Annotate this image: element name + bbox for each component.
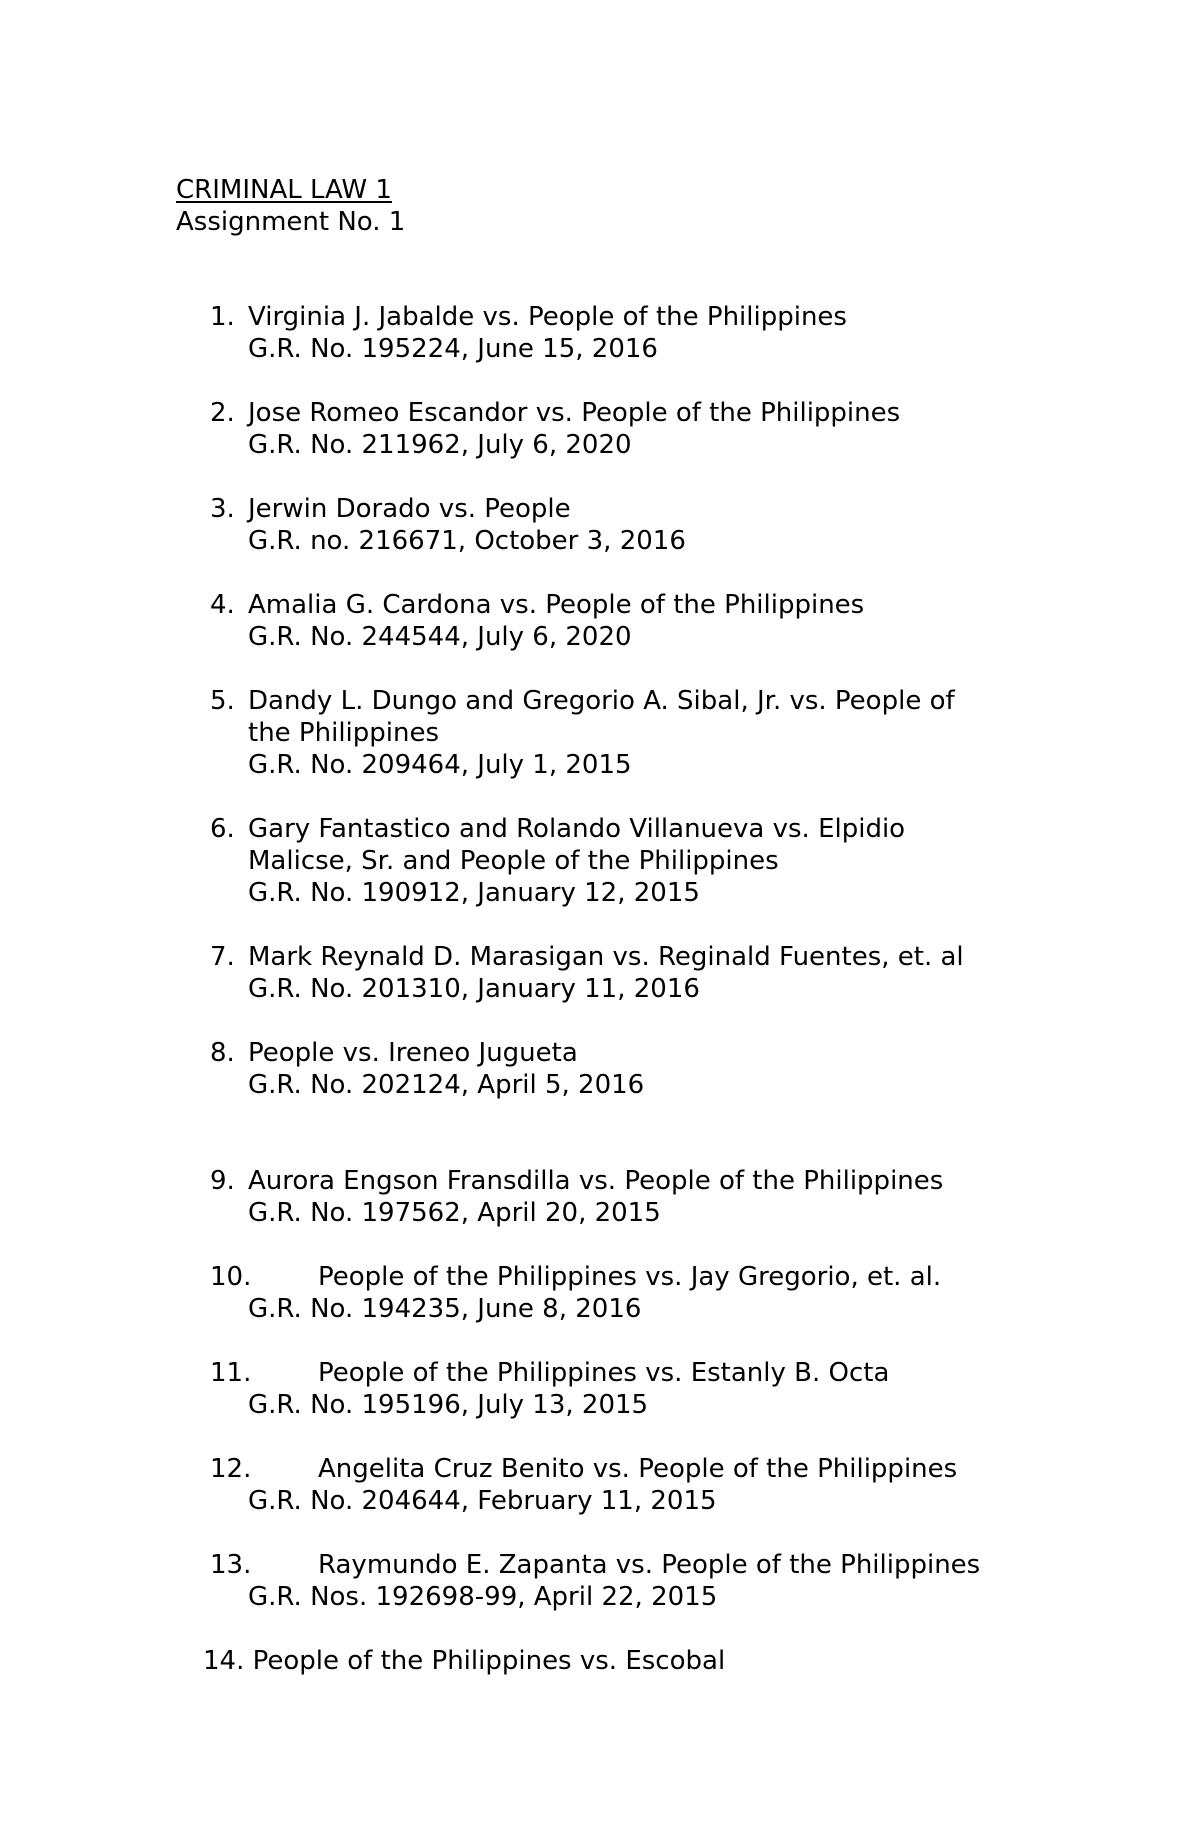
case-title: Gary Fantastico and Rolando Villanueva vs. Elpidio [248, 814, 906, 844]
case-item [203, 1645, 1103, 1677]
case-citation: G.R. Nos. 192698-99, April 22, 2015 [248, 1582, 718, 1612]
case-title: Angelita Cruz Benito vs. People of the Philippines [318, 1454, 958, 1484]
case-title: Virginia J. Jabalde vs. People of the Philippines [248, 302, 847, 332]
case-citation: G.R. No. 211962, July 6, 2020 [248, 430, 632, 460]
case-number: 10. [210, 1262, 252, 1292]
case-citation: G.R. No. 197562, April 20, 2015 [248, 1198, 661, 1228]
case-number: 4. [210, 590, 235, 620]
case-number: 8. [210, 1038, 235, 1068]
case-item [210, 1037, 1110, 1101]
case-item [210, 493, 1110, 557]
case-citation: G.R. No. 209464, July 1, 2015 [248, 750, 632, 780]
case-item [210, 301, 1110, 365]
case-item [210, 685, 1110, 781]
document-subtitle: Assignment No. 1 [176, 207, 406, 237]
case-number: 6. [210, 814, 235, 844]
case-number: 5. [210, 686, 235, 716]
case-title: Jerwin Dorado vs. People [248, 494, 571, 524]
case-number: 12. [210, 1454, 252, 1484]
case-title: Dandy L. Dungo and Gregorio A. Sibal, Jr. vs. People of [248, 686, 955, 716]
case-citation: G.R. No. 202124, April 5, 2016 [248, 1070, 645, 1100]
case-title: Raymundo E. Zapanta vs. People of the Philippines [318, 1550, 981, 1580]
case-title: Mark Reynald D. Marasigan vs. Reginald Fuentes, et. al [248, 942, 964, 972]
case-item [210, 1453, 1110, 1517]
case-title: People vs. Ireneo Jugueta [248, 1038, 578, 1068]
case-item [210, 1357, 1110, 1421]
case-item [210, 589, 1110, 653]
case-number: 11. [210, 1358, 252, 1388]
case-number: 13. [210, 1550, 252, 1580]
case-item [210, 397, 1110, 461]
case-number: 9. [210, 1166, 235, 1196]
case-item [210, 1549, 1110, 1613]
case-citation: G.R. No. 195224, June 15, 2016 [248, 334, 658, 364]
case-citation: G.R. No. 190912, January 12, 2015 [248, 878, 700, 908]
case-citation: G.R. No. 195196, July 13, 2015 [248, 1390, 649, 1420]
case-title: Jose Romeo Escandor vs. People of the Philippines [248, 398, 901, 428]
case-number: 14. [203, 1646, 245, 1676]
case-citation: G.R. No. 194235, June 8, 2016 [248, 1294, 642, 1324]
case-title: Amalia G. Cardona vs. People of the Philippines [248, 590, 865, 620]
case-title-continued: the Philippines [248, 718, 440, 748]
case-number: 1. [210, 302, 235, 332]
case-title: People of the Philippines vs. Jay Gregorio, et. al. [318, 1262, 942, 1292]
case-item [210, 1165, 1110, 1229]
case-title-continued: Malicse, Sr. and People of the Philippines [248, 846, 779, 876]
case-item [210, 941, 1110, 1005]
case-number: 2. [210, 398, 235, 428]
case-citation: G.R. No. 201310, January 11, 2016 [248, 974, 700, 1004]
case-citation: G.R. No. 244544, July 6, 2020 [248, 622, 632, 652]
case-citation: G.R. no. 216671, October 3, 2016 [248, 526, 686, 556]
case-title: Aurora Engson Fransdilla vs. People of the Philippines [248, 1166, 944, 1196]
document-heading [176, 174, 405, 238]
case-item [210, 813, 1110, 909]
case-number: 3. [210, 494, 235, 524]
case-title: People of the Philippines vs. Estanly B. Octa [318, 1358, 890, 1388]
document-title: CRIMINAL LAW 1 [176, 175, 392, 205]
case-number: 7. [210, 942, 235, 972]
case-citation: G.R. No. 204644, February 11, 2015 [248, 1486, 717, 1516]
case-title: People of the Philippines vs. Escobal [252, 1646, 726, 1676]
case-item [210, 1261, 1110, 1325]
